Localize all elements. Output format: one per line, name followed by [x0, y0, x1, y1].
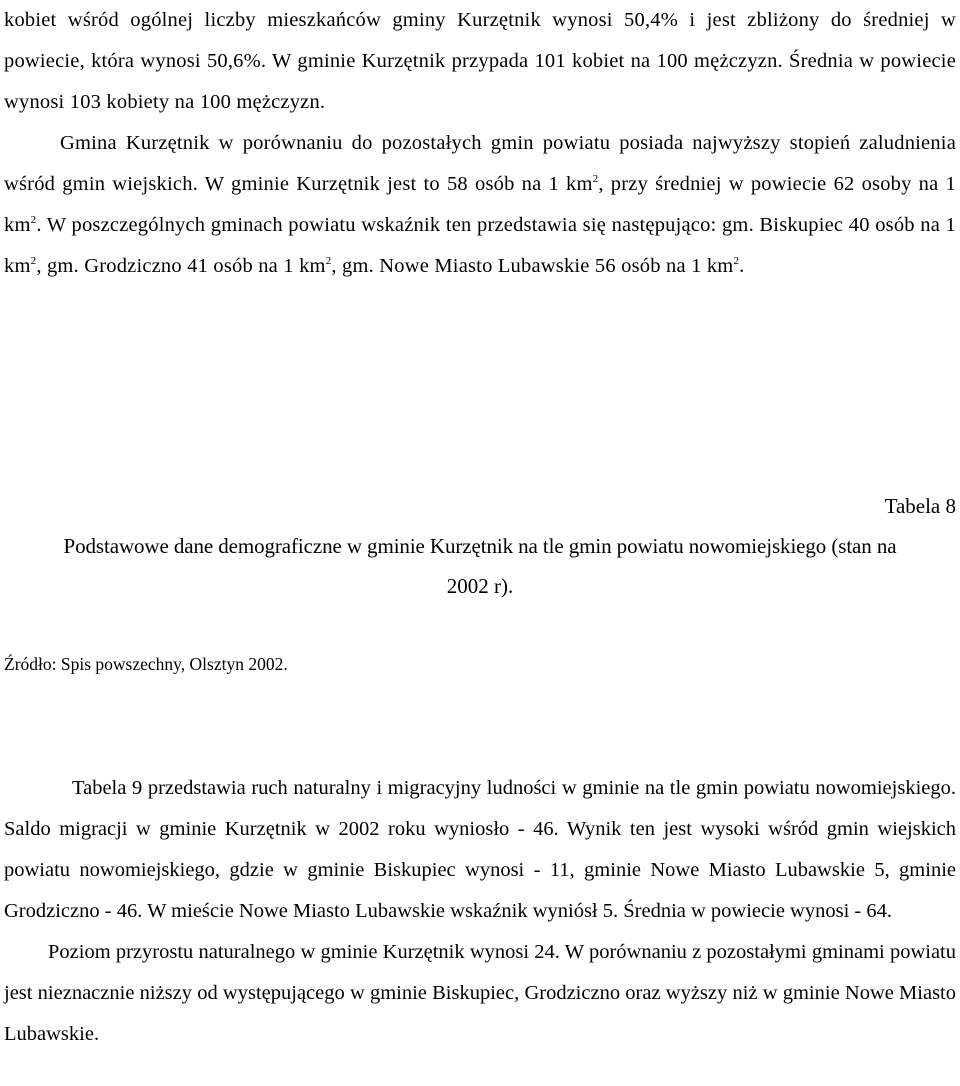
density-text-f: .	[739, 255, 745, 277]
superscript: 2	[733, 255, 740, 267]
bottom-text-block	[4, 768, 956, 1055]
table-title-line2: 2002 r).	[446, 574, 514, 598]
paragraph-population-density	[4, 123, 956, 287]
top-text-block	[4, 0, 956, 287]
table-title-line1: Podstawowe dane demograficzne w gminie Kurzętnik na tle gmin powiatu nowomiejskiego (stan na	[63, 534, 897, 558]
density-text-c: . W poszczególnych gminach powiatu wskaźnik ten przedstawia się następująco: gm. Biskupiec 40 osób na 1 km	[4, 214, 956, 277]
table-caption	[4, 486, 956, 606]
density-text-b: , przy średniej w powiecie 62 osoby na 1 km	[4, 173, 956, 236]
superscript: 2	[325, 255, 332, 267]
source-note: Źródło: Spis powszechny, Olsztyn 2002.	[4, 654, 288, 674]
superscript: 2	[592, 173, 599, 185]
superscript: 2	[30, 214, 37, 226]
paragraph-natural-growth: Poziom przyrostu naturalnego w gminie Kurzętnik wynosi 24. W porównaniu z pozostałymi gminami powiatu jest nieznacznie niższy od występującego w gminie Biskupiec, Grodziczno oraz wyższy niż w gminie Nowe Miasto Lubawskie.	[4, 941, 956, 1045]
density-text-e: , gm. Nowe Miasto Lubawskie 56 osób na 1 km	[331, 255, 734, 277]
table-number: Tabela 8	[884, 494, 956, 518]
paragraph-migration: Tabela 9 przedstawia ruch naturalny i migracyjny ludności w gminie na tle gmin powiatu nowomiejskiego. Saldo migracji w gminie Kurzętnik w 2002 roku wyniosło - 46. Wynik ten jest wysoki wśród gmin wiejskich powiatu nowomiejskiego, gdzie w gminie Biskupiec wynosi - 11, gminie Nowe Miasto Lubawskie 5, gminie Grodziczno - 46. W mieście Nowe Miasto Lubawskie wskaźnik wyniósł 5. Średnia w powiecie wynosi - 64.	[4, 777, 956, 922]
paragraph-gender-ratio: kobiet wśród ogólnej liczby mieszkańców gminy Kurzętnik wynosi 50,4% i jest zbliżony do średniej w powiecie, która wynosi 50,6%. W gminie Kurzętnik przypada 101 kobiet na 100 mężczyzn. Średnia w powiecie wynosi 103 kobiety na 100 mężczyzn.	[4, 9, 956, 113]
superscript: 2	[30, 255, 37, 267]
density-text-a: Gmina Kurzętnik w porównaniu do pozostałych gmin powiatu posiada najwyższy stopień zaludnienia wśród gmin wiejskich. W gminie Kurzętnik jest to 58 osób na 1 km	[4, 132, 956, 195]
density-text-d: , gm. Grodziczno 41 osób na 1 km	[36, 255, 326, 277]
